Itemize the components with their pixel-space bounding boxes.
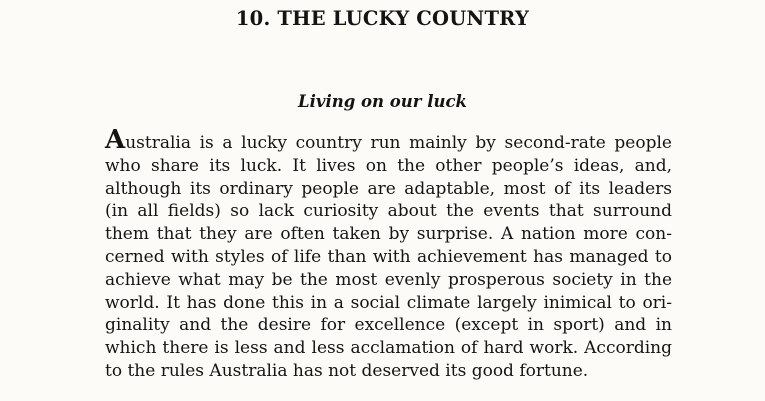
paragraph-line: cerned with styles of life than with achievement has managed to	[105, 246, 672, 267]
paragraph-line	[105, 125, 672, 155]
paragraph-line: them that they are often taken by surprise. A nation more con-	[105, 224, 672, 245]
drop-cap: A	[105, 125, 126, 155]
chapter-title: 10. THE LUCKY COUNTRY	[235, 7, 530, 30]
paragraph-line: ginality and the desire for excellence (except in sport) and in	[105, 315, 672, 336]
paragraph-line: which there is less and less acclamation of hard work. According	[105, 338, 672, 359]
body-paragraph	[105, 125, 672, 383]
paragraph-line: to the rules Australia has not deserved its good fortune.	[105, 360, 589, 381]
paragraph-line: who share its luck. It lives on the other people’s ideas, and,	[105, 155, 672, 176]
paragraph-line: world. It has done this in a social climate largely inimical to ori-	[105, 292, 672, 313]
paragraph-line-text: ustralia is a lucky country run mainly by second-rate people	[125, 133, 672, 153]
paragraph-line: (in all fields) so lack curiosity about the events that surround	[105, 201, 672, 222]
paragraph-line: achieve what may be the most evenly prosperous society in the	[105, 269, 672, 290]
section-subtitle: Living on our luck	[298, 92, 467, 111]
paragraph-line: although its ordinary people are adaptable, most of its leaders	[105, 178, 672, 199]
